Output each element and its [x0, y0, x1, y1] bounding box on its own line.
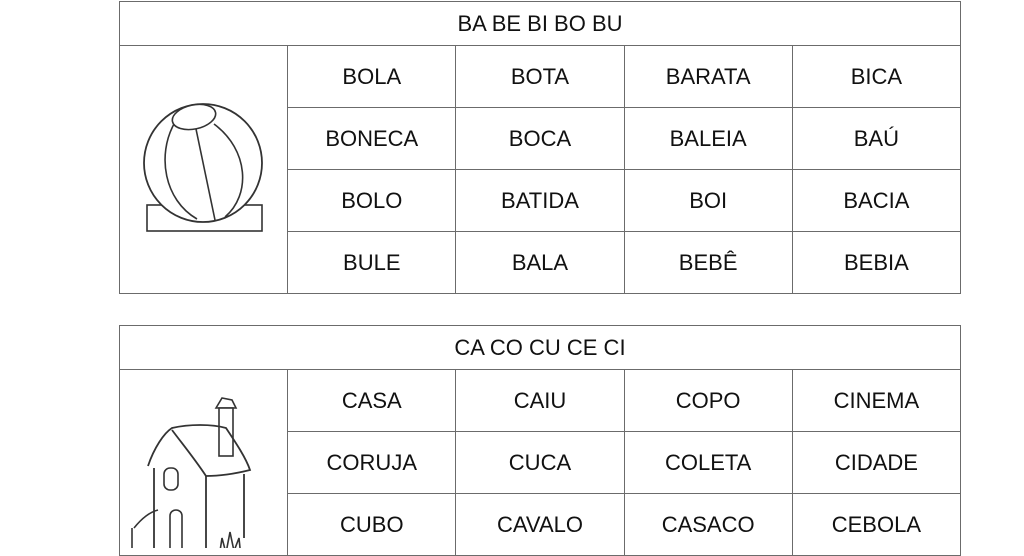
word-cell: BOLO [288, 170, 456, 232]
word-cell: BEBIA [792, 232, 960, 294]
word-cell: COLETA [624, 432, 792, 494]
word-cell: BOI [624, 170, 792, 232]
worksheet-c-picture-cell [120, 370, 288, 556]
word-cell: BALA [456, 232, 624, 294]
word-cell: CEBOLA [792, 494, 960, 556]
word-cell: CUBO [288, 494, 456, 556]
word-cell: BOTA [456, 46, 624, 108]
word-cell: BEBÊ [624, 232, 792, 294]
word-cell: CAVALO [456, 494, 624, 556]
word-cell: CAIU [456, 370, 624, 432]
word-cell: COPO [624, 370, 792, 432]
worksheet-c-table [119, 325, 961, 556]
word-cell: BULE [288, 232, 456, 294]
word-cell: BAÚ [792, 108, 960, 170]
word-cell: BALEIA [624, 108, 792, 170]
house-icon [124, 388, 284, 548]
word-cell: CORUJA [288, 432, 456, 494]
word-cell: CIDADE [792, 432, 960, 494]
worksheet-c-title: CA CO CU CE CI [120, 326, 961, 370]
worksheet-c [119, 325, 961, 556]
word-cell: CINEMA [792, 370, 960, 432]
word-cell: BOLA [288, 46, 456, 108]
ball-icon [139, 100, 269, 240]
word-cell: BONECA [288, 108, 456, 170]
word-cell: BACIA [792, 170, 960, 232]
word-cell: CASACO [624, 494, 792, 556]
word-cell: BATIDA [456, 170, 624, 232]
word-cell: CASA [288, 370, 456, 432]
worksheet-b-picture-cell [120, 46, 288, 294]
worksheet-b [119, 1, 961, 294]
word-cell: CUCA [456, 432, 624, 494]
worksheet-b-title: BA BE BI BO BU [120, 2, 961, 46]
word-cell: BARATA [624, 46, 792, 108]
worksheet-b-table [119, 1, 961, 294]
word-cell: BOCA [456, 108, 624, 170]
word-cell: BICA [792, 46, 960, 108]
